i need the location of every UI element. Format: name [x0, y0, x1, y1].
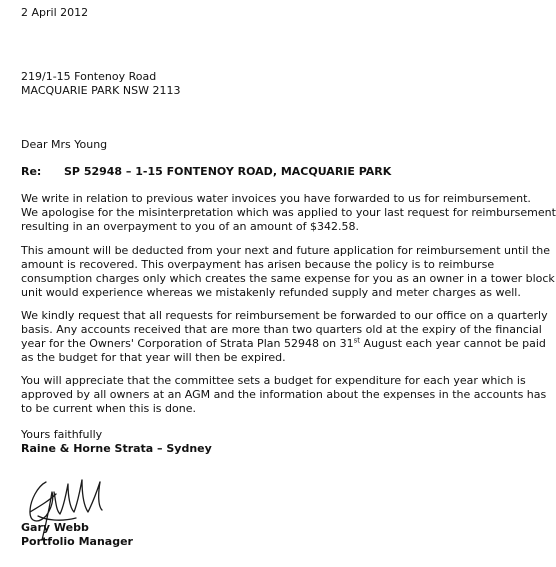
paragraph-1-line: We apologise for the misinterpretation which was applied to your last request for reimbursement	[21, 206, 556, 219]
paragraph-1-line: resulting in an overpayment to you of an amount of $342.58.	[21, 220, 359, 233]
paragraph-1-line: We write in relation to previous water invoices you have forwarded to us for reimbursement.	[21, 192, 531, 205]
signatory-title: Portfolio Manager	[21, 535, 133, 548]
address-line-2: MACQUARIE PARK NSW 2113	[21, 84, 181, 97]
ordinal-suffix: st	[353, 336, 361, 345]
paragraph-3	[21, 309, 548, 365]
paragraph-2-line: unit would experience whereas we mistakenly refunded supply and meter charges as well.	[21, 286, 521, 299]
paragraph-1	[21, 192, 556, 234]
paragraph-3-line	[21, 336, 546, 351]
paragraph-2-line: amount is recovered. This overpayment has arisen because the policy is to reimburse	[21, 258, 495, 271]
paragraph-4-line: You will appreciate that the committee sets a budget for expenditure for each year which is	[21, 374, 526, 387]
address-line-1: 219/1-15 Fontenoy Road	[21, 70, 157, 83]
paragraph-2-line: This amount will be deducted from your next and future application for reimbursement until the	[21, 244, 550, 257]
paragraph-4	[21, 374, 547, 416]
re-subject: SP 52948 – 1-15 FONTENOY ROAD, MACQUARIE PARK	[64, 165, 392, 178]
paragraph-3-line3-start: year for the Owners' Corporation of Strata Plan 52948 on 31	[21, 337, 354, 350]
company-name: Raine & Horne Strata – Sydney	[21, 442, 212, 455]
paragraph-3-line: basis. Any accounts received that are more than two quarters old at the expiry of the financial	[21, 323, 542, 336]
salutation: Dear Mrs Young	[21, 138, 108, 151]
paragraph-3-line3-end: August each year cannot be paid	[360, 337, 546, 350]
paragraph-4-line: approved by all owners at an AGM and the information about the expenses in the accounts has	[21, 388, 547, 401]
paragraph-3-line: We kindly request that all requests for reimbursement be forwarded to our office on a quarterly	[21, 309, 548, 322]
signatory-name: Gary Webb	[21, 521, 89, 534]
paragraph-2-line: consumption charges only which creates the same expense for you as an owner in a tower block	[21, 272, 555, 285]
paragraph-3-line: as the budget for that year will then be expired.	[21, 351, 286, 364]
closing: Yours faithfully	[21, 428, 103, 441]
re-label: Re:	[21, 165, 42, 178]
paragraph-4-line: to be current when this is done.	[21, 402, 196, 415]
letter-date: 2 April 2012	[21, 6, 89, 19]
paragraph-2	[21, 244, 555, 300]
